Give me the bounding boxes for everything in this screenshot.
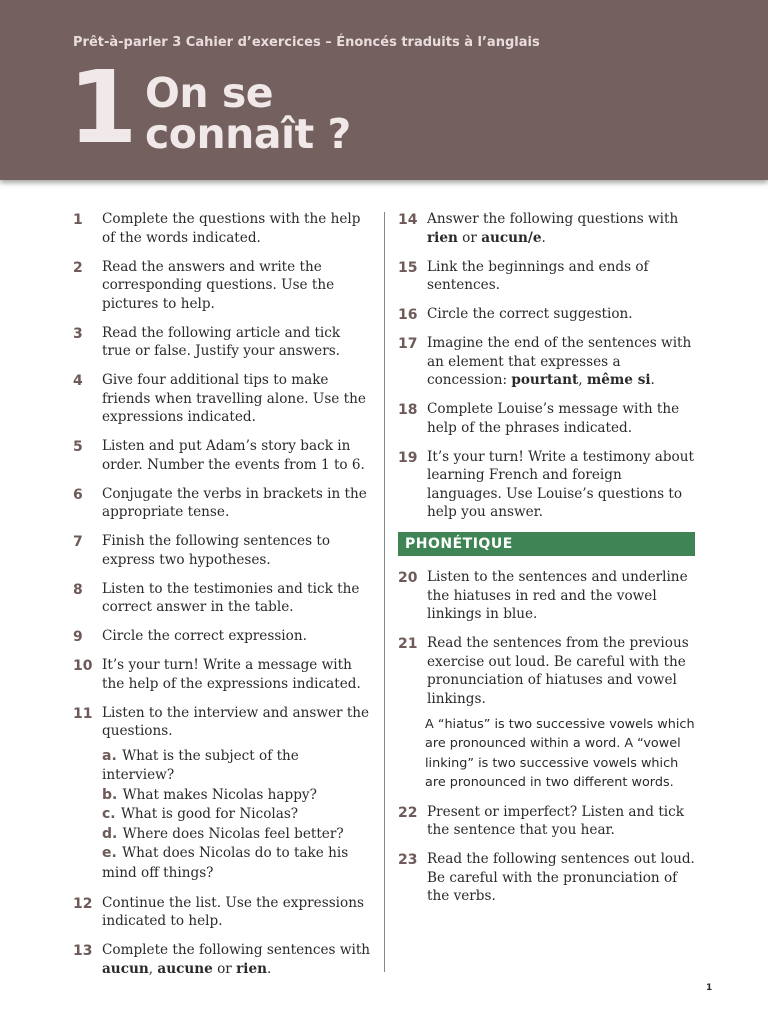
exercise-text <box>427 211 678 246</box>
exercise-number: 11 <box>73 705 93 722</box>
exercise-item <box>398 448 698 522</box>
exercise-number: 9 <box>73 629 83 645</box>
chapter-number: 1 <box>68 49 134 166</box>
exercise-text: Link the beginnings and ends of sentences. <box>427 258 649 293</box>
exercise-item <box>398 400 698 437</box>
exercise-item <box>73 437 373 474</box>
text-segment: Complete the following sentences with <box>102 942 371 958</box>
chapter-title-line1: On se <box>145 69 274 117</box>
exercise-number: 6 <box>73 486 83 503</box>
exercise-text: Continue the list. Use the expressions indicated to help. <box>102 894 364 929</box>
exercise-item <box>398 210 698 247</box>
subquestion-text: What does Nicolas do to take his mind off things? <box>102 845 349 881</box>
exercise-number: 23 <box>398 852 418 868</box>
bold-term: rien <box>236 960 267 977</box>
text-segment: , <box>148 960 158 977</box>
exercise-number: 5 <box>73 439 83 455</box>
subquestion-text: What makes Nicolas happy? <box>122 786 317 803</box>
exercise-item <box>398 305 698 324</box>
exercise-text: Read the sentences from the previous exercise out loud. Be careful with the pronunciation of hiatuses and vowel linkings. <box>427 635 689 707</box>
subquestion-text: Where does Nicolas feel better? <box>122 825 344 842</box>
subquestion-item <box>102 825 373 845</box>
exercise-item <box>398 568 698 624</box>
exercise-item <box>73 371 373 427</box>
exercise-text <box>102 942 370 977</box>
exercise-item <box>398 803 698 840</box>
page-number: 1 <box>706 983 713 993</box>
subquestion-letter: e. <box>102 845 117 861</box>
hiatus-note: A “hiatus” is two successive vowels which are pronounced within a word. A “vowel linking” is two successive vowels which are pronounced in two different words. <box>425 716 695 790</box>
subquestion-item <box>102 805 373 825</box>
exercise-item <box>398 850 698 906</box>
exercise-item <box>73 324 373 361</box>
exercise-item <box>398 258 698 295</box>
exercise-number: 21 <box>398 636 418 652</box>
exercise-item <box>73 894 373 931</box>
exercise-item <box>73 485 373 522</box>
exercise-item <box>73 532 373 569</box>
subquestion-text: What is good for Nicolas? <box>120 806 299 822</box>
exercise-text: Conjugate the verbs in brackets in the appropriate tense. <box>102 485 367 520</box>
bold-term: même si <box>586 372 651 388</box>
exercise-number: 16 <box>398 307 418 323</box>
subquestion-item <box>102 747 373 786</box>
exercise-item <box>73 656 373 693</box>
exercise-number: 4 <box>73 373 83 389</box>
right-column <box>398 210 698 916</box>
text-segment: Answer the following questions with <box>427 211 679 227</box>
exercise-text: Circle the correct suggestion. <box>427 306 633 322</box>
exercise-number: 3 <box>73 325 83 342</box>
subquestion-item <box>102 786 373 806</box>
exercise-text: Read the answers and write the corresponding questions. Use the pictures to help. <box>102 258 335 312</box>
exercise-number: 12 <box>73 895 93 912</box>
exercise-number: 7 <box>73 534 83 550</box>
exercise-text <box>427 335 691 388</box>
book-subtitle: Prêt-à-parler 3 Cahier d’exercices – Énoncés traduits à l’anglais <box>73 35 540 50</box>
exercise-number: 14 <box>398 212 418 228</box>
exercise-text: Complete Louise’s message with the help of the phrases indicated. <box>427 401 680 436</box>
exercise-item <box>73 941 373 978</box>
bold-term: aucune <box>157 960 213 977</box>
column-divider <box>384 212 385 972</box>
exercise-text: Listen to the interview and answer the questions. <box>102 704 370 739</box>
exercise-text: Complete the questions with the help of the words indicated. <box>102 211 361 246</box>
subquestion-letter: b. <box>102 786 118 803</box>
subquestion-list <box>102 747 373 884</box>
exercise-number: 20 <box>398 570 418 586</box>
exercise-number: 13 <box>73 943 93 959</box>
subquestion-item <box>102 844 373 883</box>
exercise-number: 22 <box>398 804 418 821</box>
exercise-number: 18 <box>398 402 418 418</box>
exercise-number: 15 <box>398 259 418 276</box>
exercise-item <box>73 627 373 646</box>
exercise-item <box>73 210 373 247</box>
chapter-banner <box>0 0 768 180</box>
exercise-text: Present or imperfect? Listen and tick the sentence that you hear. <box>427 803 684 838</box>
exercise-text: It’s your turn! Write a testimony about learning French and foreign languages. Use Louise’s questions to help you answer. <box>427 448 694 520</box>
text-segment: . <box>650 372 655 388</box>
exercise-text: Listen and put Adam’s story back in order. Number the events from 1 to 6. <box>102 438 365 473</box>
chapter-title <box>145 69 351 158</box>
exercise-number: 8 <box>73 581 83 598</box>
exercise-number: 2 <box>73 259 83 276</box>
text-segment: or <box>212 960 237 977</box>
exercise-number: 17 <box>398 336 418 352</box>
exercise-text: Give four additional tips to make friends when travelling alone. Use the expressions indicated. <box>102 372 366 425</box>
text-segment: , <box>578 372 587 388</box>
left-column <box>73 210 373 989</box>
exercise-number: 19 <box>398 449 418 466</box>
exercise-item <box>73 704 373 884</box>
bold-term: aucun/e <box>481 229 542 246</box>
exercise-item <box>398 334 698 390</box>
text-segment: or <box>457 229 482 246</box>
bold-term: aucun <box>102 960 149 977</box>
subquestion-letter: c. <box>102 806 116 822</box>
bold-term: rien <box>427 229 458 246</box>
exercise-text: Read the following sentences out loud. Be careful with the pronunciation of the verbs. <box>427 851 695 904</box>
text-segment: Imagine the end of the sentences with an element that expresses a concession: <box>427 335 692 388</box>
subquestion-letter: d. <box>102 825 118 842</box>
exercise-item <box>73 580 373 617</box>
exercise-text: Finish the following sentences to express two hypotheses. <box>102 533 331 568</box>
exercise-text: It’s your turn! Write a message with the help of the expressions indicated. <box>102 657 361 692</box>
exercise-item <box>398 634 698 708</box>
exercise-text: Circle the correct expression. <box>102 628 307 644</box>
exercise-text: Listen to the testimonies and tick the correct answer in the table. <box>102 580 360 615</box>
bold-term: pourtant <box>511 372 579 388</box>
exercise-text: Read the following article and tick true or false. Justify your answers. <box>102 324 341 359</box>
chapter-title-line2: connaît ? <box>145 110 351 158</box>
exercise-number: 1 <box>73 212 83 228</box>
exercise-item <box>73 258 373 314</box>
exercise-text: Listen to the sentences and underline the hiatuses in red and the vowel linkings in blue. <box>427 569 688 622</box>
text-segment: . <box>266 960 272 977</box>
text-segment: . <box>541 229 546 246</box>
phonetics-heading: PHONÉTIQUE <box>398 532 695 556</box>
subquestion-text: What is the subject of the interview? <box>102 747 299 783</box>
subquestion-letter: a. <box>102 747 117 764</box>
exercise-number: 10 <box>73 658 93 674</box>
